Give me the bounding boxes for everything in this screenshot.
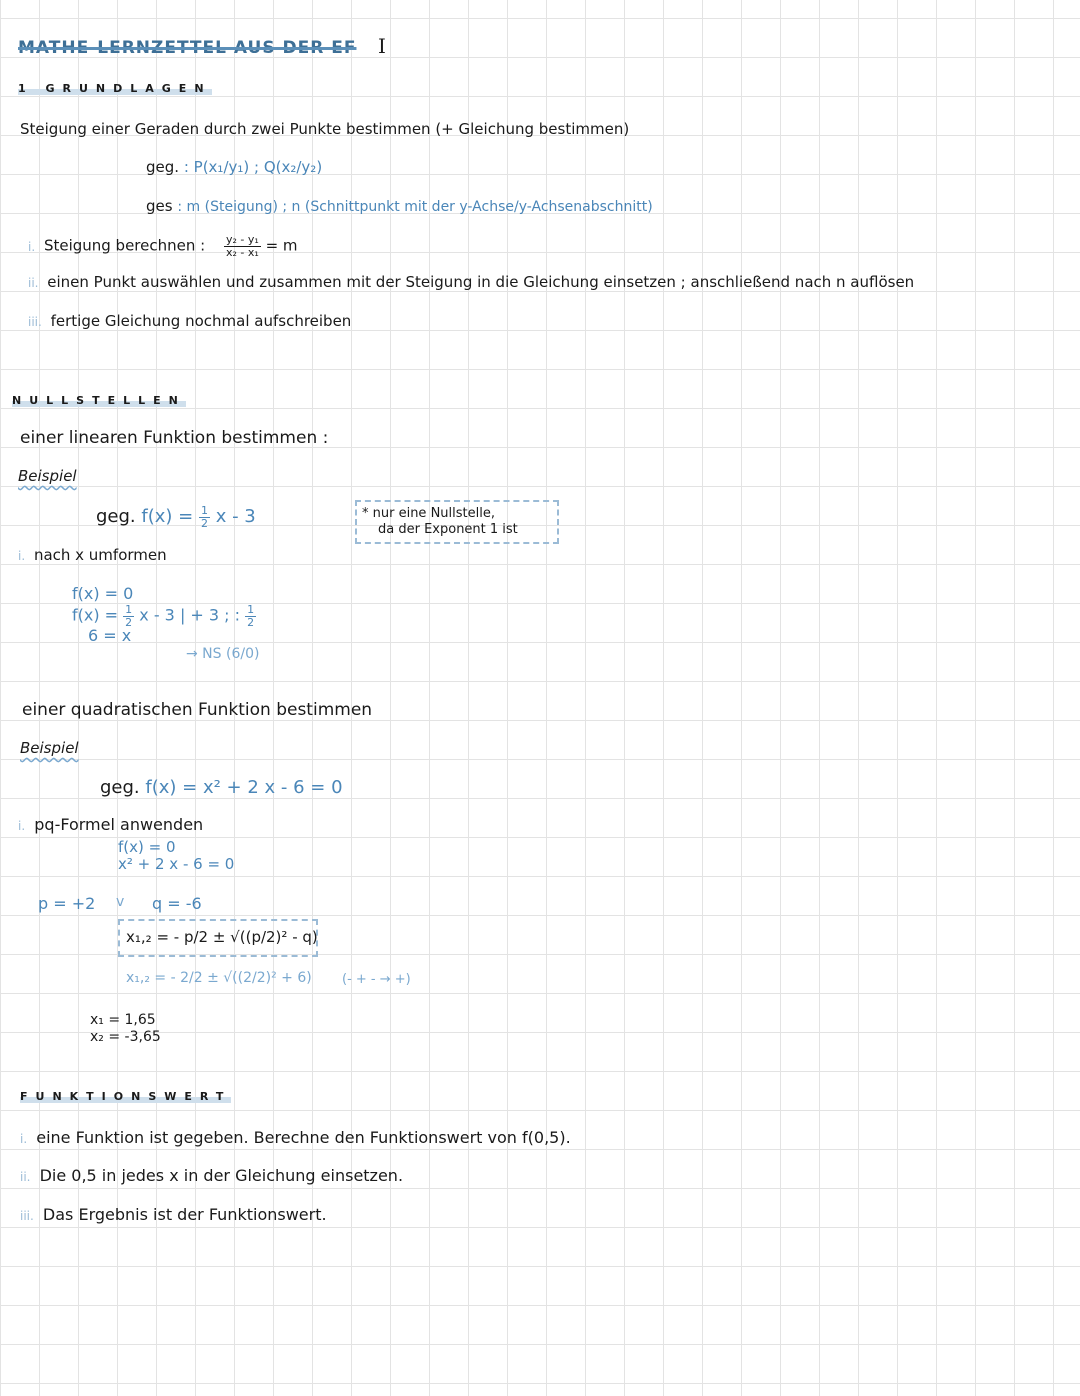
title-roman-numeral: I [378,34,386,58]
p-value: p = +2 [38,894,96,913]
quad-example-label: Beispiel [20,739,79,757]
slope-result: = m [265,236,298,255]
fraction-numerator: 1 [247,603,255,616]
quad-title: einer quadratischen Funktion bestimmen [22,700,373,720]
linear-geg-row [96,505,256,529]
step-text: Steigung berechnen : [43,236,206,255]
ges-value: : m (Steigung) ; n (Schnittpunkt mit der y-Achse/y-Achsenabschnitt) [177,199,653,215]
grundlagen-step-2 [28,273,914,291]
sign-note: (- + - → +) [342,972,411,987]
solution-x2: x₂ = -3,65 [90,1029,161,1045]
pq-formula: x₁,₂ = - p/2 ± √((p/2)² - q) [126,928,318,946]
linear-example-label: Beispiel [18,467,77,485]
grundlagen-step-3 [28,312,351,330]
funktionswert-step-2 [20,1166,403,1185]
fraction-numerator: 1 [200,504,208,517]
fraction-numerator: 1 [125,603,133,616]
quad-step-1 [18,815,203,834]
grundlagen-geg-row [146,158,322,176]
linear-geg-fraction [199,505,210,529]
step-text: nach x umformen [33,546,167,564]
fraction-denominator: 2 [247,615,255,629]
linear-title: einer linearen Funktion bestimmen : [20,428,329,448]
linear-calc-2a: f(x) = [72,605,119,625]
section-heading-grundlagen: 1 GRUNDLAGEN [18,82,212,95]
step-number: i. [28,239,36,254]
step-text: pq-Formel anwenden [34,815,204,834]
funktionswert-step-1 [20,1128,571,1147]
linear-geg-func-b: x - 3 [215,506,256,528]
step-text: fertige Gleichung nochmal aufschreiben [50,312,352,330]
step-number: i. [20,1132,28,1146]
linear-calc-2b: x - 3 | + 3 ; : [139,605,241,625]
linear-calc-2 [72,604,256,628]
quad-calc-2: x² + 2 x - 6 = 0 [118,855,235,873]
fraction-denominator: 2 [125,615,133,629]
step-text: eine Funktion ist gegeben. Berechne den Funktionswert von f(0,5). [36,1128,571,1147]
quad-geg-label: geg. [100,777,140,798]
grundlagen-intro: Steigung einer Geraden durch zwei Punkte bestimmen (+ Gleichung bestimmen) [20,120,630,138]
note-line-2: da der Exponent 1 ist [378,522,518,537]
step-number: i. [18,819,26,833]
step-number: iii. [20,1209,34,1223]
section-heading-funktionswert: FUNKTIONSWERT [20,1090,232,1103]
step-text: Das Ergebnis ist der Funktionswert. [42,1205,327,1224]
step-text: Die 0,5 in jedes x in der Gleichung einsetzen. [39,1166,404,1185]
linear-step-1 [18,546,167,564]
funktionswert-step-3 [20,1205,327,1224]
linear-geg-label: geg. [96,506,136,528]
linear-geg-func-a: f(x) = [141,506,194,528]
q-value: q = -6 [152,894,202,913]
step-number: ii. [20,1170,31,1184]
geg-value: : P(x₁/y₁) ; Q(x₂/y₂) [183,158,323,176]
slope-denominator: x₂ - x₁ [225,245,259,259]
calc-fraction-2 [245,604,256,628]
geg-label: geg. [146,158,180,176]
slope-fraction [224,234,261,258]
linear-result: → NS (6/0) [186,646,260,662]
step-number: ii. [28,276,39,290]
solution-x1: x₁ = 1,65 [90,1012,156,1028]
pq-formula-applied: x₁,₂ = - 2/2 ± √((2/2)² + 6) [126,970,312,986]
page-title: MATHE-LERNZETTEL AUS DER EF [18,38,357,58]
calc-fraction-1 [123,604,134,628]
quad-geg-row [100,777,343,799]
quad-geg-func: f(x) = x² + 2 x - 6 = 0 [145,777,343,798]
quad-calc-1: f(x) = 0 [118,838,176,856]
linear-calc-1: f(x) = 0 [72,584,134,603]
or-symbol: v [116,894,125,910]
ges-label: ges [146,197,173,215]
step-number: iii. [28,315,42,329]
slope-numerator: y₂ - y₁ [225,233,259,246]
step-text: einen Punkt auswählen und zusammen mit der Steigung in die Gleichung einsetzen ; anschließend nach n auflösen [47,273,915,291]
section-heading-nullstellen: NULLSTELLEN [12,394,186,407]
linear-calc-3: 6 = x [88,626,132,645]
fraction-denominator: 2 [200,516,208,530]
step-number: i. [18,549,26,563]
note-line-1: * nur eine Nullstelle, [362,506,495,521]
grundlagen-step-1 [28,234,298,258]
grundlagen-ges-row [146,197,653,216]
